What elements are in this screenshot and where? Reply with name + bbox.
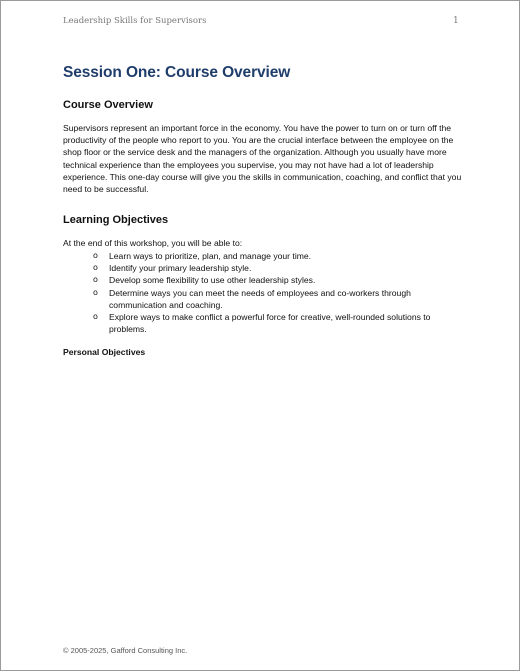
objective-item — [93, 274, 463, 286]
objective-text: Determine ways you can meet the needs of employees and co-workers through communication and coaching. — [109, 287, 411, 310]
copyright-footer: © 2005-2025, Gafford Consulting Inc. — [63, 646, 188, 655]
page-number: 1 — [453, 16, 459, 26]
objective-item — [93, 287, 463, 311]
course-overview-paragraph: Supervisors represent an important force in the economy. You have the power to turn on or turn off the productivity of the people who report to you. You are the crucial interface between the employee on the shop floor or the service desk and the managers of the organization. Although you usually have more technical experience than the employees you supervise, you may not have had a lot of leadership experience. This one-day course will give you the skills in communication, coaching, and conflict that you need to be successful. — [63, 123, 462, 195]
objective-item — [93, 262, 463, 274]
bullet-circle-icon: o — [93, 251, 98, 260]
objective-text: Learn ways to prioritize, plan, and manage your time. — [109, 251, 312, 261]
objective-text: Develop some flexibility to use other leadership styles. — [109, 275, 316, 286]
objective-item — [93, 250, 463, 262]
session-title: Session One: Course Overview — [63, 64, 291, 81]
objective-item — [93, 311, 463, 335]
learning-objectives-heading: Learning Objectives — [63, 214, 169, 226]
running-header-title: Leadership Skills for Supervisors — [63, 16, 207, 26]
learning-objectives-lead: At the end of this workshop, you will be able to: — [63, 238, 243, 248]
course-overview-heading: Course Overview — [63, 99, 153, 111]
bullet-circle-icon: o — [93, 312, 98, 322]
bullet-circle-icon: o — [93, 287, 98, 297]
bullet-circle-icon: o — [93, 275, 98, 285]
objective-text: Explore ways to make conflict a powerful force for creative, well-rounded solutions to problems. — [109, 312, 431, 335]
personal-objectives-heading: Personal Objectives — [63, 347, 146, 357]
objective-text: Identify your primary leadership style. — [109, 263, 252, 274]
bullet-circle-icon: o — [93, 263, 98, 273]
learning-objectives-list — [93, 250, 463, 335]
